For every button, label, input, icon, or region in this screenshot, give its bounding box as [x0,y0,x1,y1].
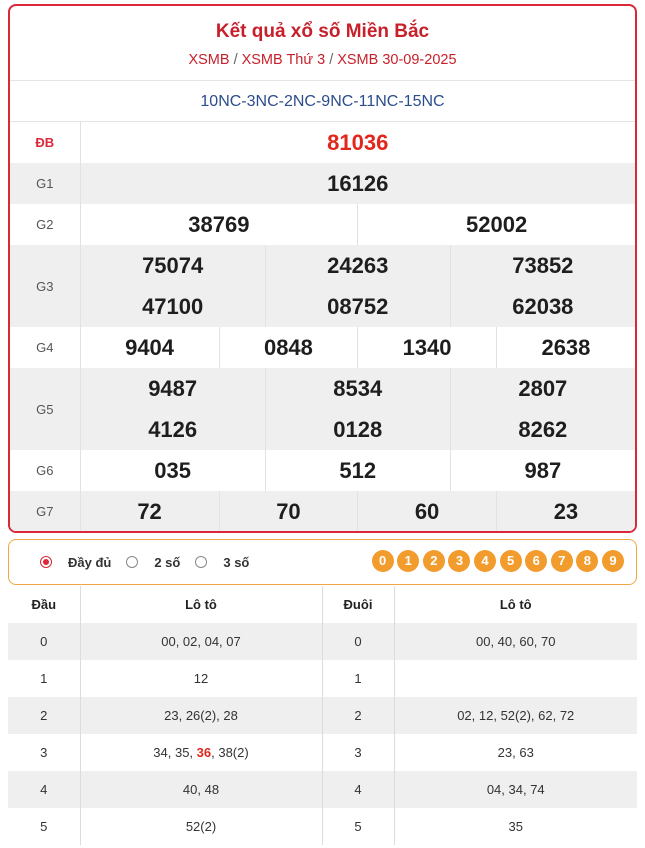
loto-header-row [8,586,637,623]
prize-row-g2 [10,204,635,245]
duoi-cell: 0 [322,623,394,660]
prize-label: G1 [10,163,80,204]
prize-number: 987 [524,458,562,483]
prize-number: 0848 [263,335,313,360]
duoi-cell: 3 [322,734,394,771]
prize-row-g3 [10,245,635,327]
prize-number: 9404 [125,335,175,360]
table-row [8,808,637,845]
page-title: Kết quả xổ số Miền Bắc [215,21,430,42]
table-row [8,734,637,771]
filter-option-label: 2 số [154,554,181,570]
dau-cell: 1 [8,660,80,697]
prize-row-g1 [10,163,635,204]
prize-row-g4 [10,327,635,368]
duoi-loto-cell: 35 [508,819,523,834]
prize-label: G7 [10,491,80,532]
prize-row-special [10,122,635,163]
duoi-loto-cell: 04, 34, 74 [394,771,637,808]
dau-loto-cell: 00, 02, 04, 07 [80,623,322,660]
digit-button-3[interactable]: 3 [448,550,470,572]
dau-loto-cell: 23, 26(2), 28 [80,697,322,734]
radio-icon[interactable] [195,556,207,568]
draw-codes: 10NC-3NC-2NC-9NC-11NC-15NC [10,81,635,122]
digit-button-1[interactable]: 1 [397,550,419,572]
prize-label: G4 [10,327,80,368]
table-row [8,660,637,697]
dau-loto-cell: 40, 48 [80,771,322,808]
prize-number: 70 [276,499,301,524]
prize-number: 16126 [327,171,389,196]
prize-number: 4126 [148,417,198,442]
column-header-loto: Lô tô [499,597,532,612]
prize-label: G2 [10,204,80,245]
dau-cell: 2 [8,697,80,734]
prize-number: 035 [154,458,192,483]
display-filter [8,539,637,585]
prize-number: 2638 [541,335,591,360]
special-loto-highlight: 36 [196,745,212,760]
breadcrumb-xsmb-date[interactable]: XSMB 30-09-2025 [337,52,457,68]
prize-number: 60 [414,499,440,524]
duoi-cell: 1 [322,660,394,697]
column-header-loto: Lô tô [80,586,322,623]
column-header-duoi: Đuôi [322,586,394,623]
prize-row-g6 [10,450,635,491]
prize-row-g7 [10,491,635,532]
digit-button-5[interactable]: 5 [500,550,522,572]
radio-selected-icon[interactable] [40,556,52,568]
prize-number: 8262 [518,417,568,442]
dau-loto-cell: 34, 35, 36, 38(2) [80,734,322,771]
filter-option-label: 3 số [223,554,250,570]
duoi-cell: 4 [322,771,394,808]
duoi-cell: 2 [322,697,394,734]
dau-cell: 5 [8,808,80,845]
prize-table [10,122,635,532]
prize-number: 62038 [512,294,574,319]
dau-cell: 4 [8,771,80,808]
prize-number: 75074 [142,253,204,278]
duoi-loto-cell: 02, 12, 52(2), 62, 72 [394,697,637,734]
breadcrumb-xsmb[interactable]: XSMB [188,52,230,68]
results-card [8,4,637,533]
prize-label: G6 [10,450,80,491]
prize-label: ĐB [10,122,80,163]
prize-number: 8534 [333,376,383,401]
breadcrumb-xsmb-weekday[interactable]: XSMB Thứ 3 [241,52,326,68]
loto-table [8,586,637,845]
prize-number: 512 [339,458,377,483]
duoi-cell: 5 [322,808,394,845]
prize-number: 9487 [148,376,198,401]
digit-button-2[interactable]: 2 [423,550,445,572]
table-row [8,697,637,734]
prize-number: 73852 [512,253,574,278]
prize-number: 52002 [466,212,528,237]
duoi-loto-cell: 00, 40, 60, 70 [394,623,637,660]
digit-button-8[interactable]: 8 [576,550,598,572]
table-row [8,771,637,808]
filter-option-2-digits[interactable] [126,555,180,570]
column-header-dau: Đầu [8,586,80,623]
dau-loto-cell: 52(2) [80,808,322,845]
digit-button-6[interactable]: 6 [525,550,547,572]
duoi-loto-cell [394,660,637,697]
dau-loto-cell: 12 [80,660,322,697]
prize-number: 38769 [188,212,250,237]
digit-button-0[interactable]: 0 [372,550,394,572]
prize-label: G5 [10,368,80,450]
digit-button-4[interactable]: 4 [474,550,496,572]
prize-label: G3 [10,245,80,327]
prize-number: 1340 [402,335,452,360]
digit-button-7[interactable]: 7 [551,550,573,572]
prize-number: 72 [137,499,162,524]
breadcrumb [10,52,635,68]
duoi-loto-cell: 23, 63 [497,745,534,760]
filter-option-full[interactable] [40,555,111,570]
special-prize-number: 81036 [327,130,389,155]
table-row [8,623,637,660]
filter-option-label: Đầy đủ [68,554,112,570]
prize-number: 08752 [327,294,389,319]
prize-number: 0128 [333,417,383,442]
digit-highlight-buttons [368,550,624,572]
filter-option-3-digits[interactable] [195,555,249,570]
prize-number: 24263 [327,253,389,278]
results-header [10,6,635,81]
radio-icon[interactable] [126,556,138,568]
prize-row-g5 [10,368,635,450]
prize-number: 2807 [518,376,568,401]
prize-number: 47100 [142,294,204,319]
breadcrumb-separator: / [233,52,238,68]
breadcrumb-separator: / [329,52,334,68]
digit-button-9[interactable]: 9 [602,550,624,572]
dau-cell: 0 [8,623,80,660]
dau-cell: 3 [8,734,80,771]
prize-number: 23 [553,499,579,524]
